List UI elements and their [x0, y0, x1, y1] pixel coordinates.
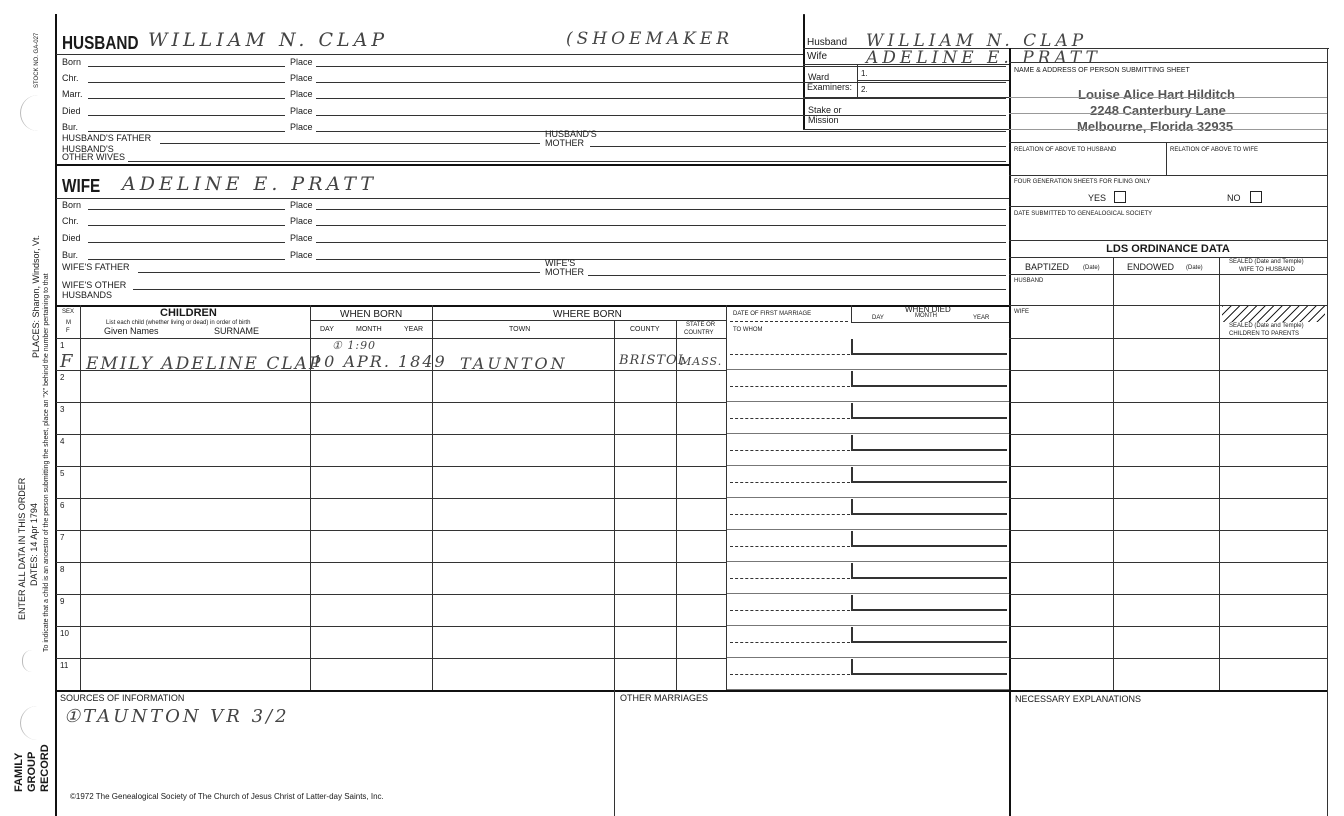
- town-label: TOWN: [509, 326, 531, 333]
- died-line[interactable]: [88, 242, 285, 243]
- chr-line[interactable]: [88, 225, 285, 226]
- no-label: NO: [1227, 193, 1241, 203]
- section-divider: [56, 690, 1327, 692]
- table-row: [1009, 530, 1327, 531]
- husband-name-right[interactable]: WILLIAM N. CLAP: [866, 31, 1088, 51]
- line: [1009, 62, 1327, 63]
- chr-label: Chr.: [62, 216, 79, 226]
- dates-note: DATES: 14 Apr 1794: [29, 503, 39, 586]
- table-row: [56, 562, 727, 563]
- baptized-label: BAPTIZED: [1025, 262, 1070, 272]
- table-row: [56, 530, 727, 531]
- father-line[interactable]: [138, 272, 540, 273]
- died-line[interactable]: [851, 609, 1007, 611]
- place-line[interactable]: [316, 131, 1006, 132]
- submitter-street[interactable]: 2248 Canterbury Lane: [1090, 103, 1226, 118]
- table-row: [56, 338, 727, 339]
- bur-line[interactable]: [88, 259, 285, 260]
- table-row: [1009, 338, 1327, 339]
- child-birth-date[interactable]: 10 APR. 1849: [312, 352, 447, 371]
- table-row: [727, 625, 1009, 626]
- place-label: Place: [290, 233, 313, 243]
- lds-husband-label: HUSBAND: [1014, 278, 1044, 284]
- husband-occupation[interactable]: (SHOEMAKER: [566, 29, 734, 49]
- died-label: Died: [62, 106, 81, 116]
- place-line[interactable]: [316, 115, 1006, 116]
- submitter-label: NAME & ADDRESS OF PERSON SUBMITTING SHEET: [1014, 67, 1190, 74]
- died-bracket: [851, 467, 853, 482]
- hatched-area: [1222, 306, 1325, 322]
- col-line: [676, 320, 677, 690]
- line: [1009, 97, 1327, 98]
- died-line[interactable]: [88, 115, 285, 116]
- line: [851, 322, 1009, 323]
- divider: [803, 14, 805, 130]
- first-marriage-label: DATE OF FIRST MARRIAGE: [733, 311, 812, 317]
- marriage-line[interactable]: [730, 482, 850, 483]
- table-row: [56, 658, 727, 659]
- month-label: MONTH: [356, 326, 382, 333]
- marr-label: Marr.: [62, 89, 83, 99]
- place-line[interactable]: [316, 225, 1006, 226]
- line: [1009, 274, 1327, 275]
- when-died-label: WHEN DIED: [905, 305, 951, 314]
- when-born-label: WHEN BORN: [340, 309, 403, 320]
- table-row: [56, 434, 727, 435]
- table-row: [727, 433, 1009, 434]
- other-husbands-line[interactable]: [133, 289, 1006, 290]
- marriage-line[interactable]: [730, 610, 850, 611]
- divider: [1009, 48, 1011, 816]
- table-row: [727, 561, 1009, 562]
- where-born-label: WHERE BORN: [553, 309, 622, 320]
- sex-f-label: F: [66, 328, 70, 334]
- sealed-wife-label: WIFE TO HUSBAND: [1239, 267, 1295, 273]
- sealed-children-label: CHILDREN TO PARENTS: [1229, 331, 1300, 337]
- line: [803, 97, 1009, 98]
- died-line[interactable]: [851, 641, 1007, 643]
- died-bracket: [851, 531, 853, 546]
- table-row: [56, 498, 727, 499]
- line: [1009, 206, 1327, 207]
- explanations-label: NECESSARY EXPLANATIONS: [1015, 694, 1142, 704]
- table-row: [727, 497, 1009, 498]
- place-line[interactable]: [316, 259, 1006, 260]
- born-line[interactable]: [88, 209, 285, 210]
- line: [803, 14, 805, 15]
- left-border: [55, 14, 57, 816]
- marriage-line[interactable]: [730, 514, 850, 515]
- wife-father-label: WIFE'S FATHER: [62, 262, 130, 272]
- col-line: [851, 305, 852, 323]
- line: [803, 129, 1009, 130]
- wife-name[interactable]: ADELINE E. PRATT: [122, 173, 377, 195]
- baptized-date-label: (Date): [1083, 265, 1100, 271]
- row-number: 11: [60, 661, 69, 670]
- line: [56, 54, 803, 55]
- place-label: Place: [290, 106, 313, 116]
- other-wives-label: HUSBAND'S: [62, 144, 114, 154]
- row-number: 10: [60, 629, 69, 638]
- sealed-children-label: SEALED (Date and Temple): [1229, 323, 1304, 329]
- endowed-date-label: (Date): [1186, 265, 1203, 271]
- line: [1009, 142, 1327, 143]
- died-line[interactable]: [851, 353, 1007, 355]
- table-row: [727, 465, 1009, 466]
- yes-checkbox[interactable]: [1114, 191, 1126, 203]
- died-bracket: [851, 499, 853, 514]
- relation-husband-label: RELATION OF ABOVE TO HUSBAND: [1014, 147, 1117, 153]
- row-number: 8: [60, 565, 65, 574]
- husband-mother-label: MOTHER: [545, 138, 584, 148]
- wife-label: Wife: [807, 51, 827, 62]
- place-label: Place: [290, 216, 313, 226]
- given-names-label: Given Names: [104, 326, 159, 336]
- row-number: 9: [60, 597, 65, 606]
- table-row: [56, 402, 727, 403]
- row-number: 3: [60, 405, 65, 414]
- table-row: [727, 369, 1009, 370]
- husband-name[interactable]: WILLIAM N. CLAP: [148, 29, 389, 51]
- place-line[interactable]: [316, 82, 1006, 83]
- copyright: ©1972 The Genealogical Society of The Church of Jesus Christ of Latter-day Saints, Inc.: [70, 792, 384, 801]
- husband-label: Husband: [807, 37, 848, 48]
- ward-label: Ward: [808, 72, 830, 82]
- chr-line[interactable]: [88, 82, 285, 83]
- yes-label: YES: [1088, 193, 1107, 203]
- place-label: Place: [290, 250, 313, 260]
- lds-wife-label: WIFE: [1014, 309, 1029, 315]
- died-line[interactable]: [851, 545, 1007, 547]
- line: [56, 198, 1009, 199]
- child-birth-town[interactable]: TAUNTON: [460, 354, 568, 373]
- died-bracket: [851, 371, 853, 386]
- line: [803, 64, 1009, 65]
- marr-line[interactable]: [88, 98, 285, 99]
- died-label: Died: [62, 233, 81, 243]
- died-line[interactable]: [851, 385, 1007, 387]
- marriage-line[interactable]: [730, 642, 850, 643]
- died-bracket: [851, 435, 853, 450]
- wife-mother-label: WIFE'S: [545, 258, 576, 268]
- sex-m-label: M: [66, 320, 71, 326]
- record-title: RECORD: [39, 744, 51, 792]
- died-day-label: DAY: [872, 315, 884, 321]
- bur-label: Bur.: [62, 122, 79, 132]
- ancestor-note: To indicate that a child is an ancestor of the person submitting the sheet, place an "X" behind the number pertaining to that: [43, 273, 50, 652]
- died-bracket: [851, 595, 853, 610]
- sex-label: SEX: [62, 309, 75, 315]
- born-label: Born: [62, 200, 82, 210]
- table-row: [56, 594, 727, 595]
- table-row: [1009, 594, 1327, 595]
- marriage-line[interactable]: [730, 354, 850, 355]
- husband-mother-label: HUSBAND'S: [545, 129, 597, 139]
- col-line: [614, 320, 615, 690]
- line: [1009, 129, 1327, 130]
- section-divider: [56, 164, 1009, 166]
- child-birth-county[interactable]: BRISTOL: [619, 353, 688, 368]
- record-title: GROUP: [26, 751, 38, 792]
- place-line[interactable]: [316, 242, 1006, 243]
- died-bracket: [851, 563, 853, 578]
- table-row: [1009, 562, 1327, 563]
- born-line[interactable]: [88, 66, 285, 67]
- husband-title: HUSBAND: [62, 33, 139, 53]
- surname-label: SURNAME: [214, 326, 260, 336]
- to-whom-label: TO WHOM: [733, 327, 763, 333]
- died-line[interactable]: [851, 481, 1007, 483]
- other-wives-line[interactable]: [128, 161, 1006, 162]
- place-line[interactable]: [316, 209, 1006, 210]
- places-note: PLACES: Sharon, Windsor, Vt.: [31, 234, 41, 358]
- wife-title: WIFE: [62, 176, 101, 196]
- submitter-city[interactable]: Melbourne, Florida 32935: [1077, 119, 1234, 134]
- table-row: [727, 401, 1009, 402]
- child-sex[interactable]: F: [60, 351, 74, 372]
- marriage-line[interactable]: [730, 674, 850, 675]
- child-birth-state[interactable]: MASS.: [680, 355, 723, 368]
- place-label: Place: [290, 200, 313, 210]
- row-number: 2: [60, 373, 65, 382]
- wife-name-right[interactable]: ADELINE E. PRATT: [866, 48, 1101, 68]
- place-label: Place: [290, 89, 313, 99]
- record-title: FAMILY: [13, 752, 25, 792]
- died-bracket: [851, 403, 853, 418]
- line: [1009, 113, 1327, 114]
- father-line[interactable]: [160, 143, 540, 144]
- place-label: Place: [290, 122, 313, 132]
- died-line[interactable]: [851, 577, 1007, 579]
- mother-line[interactable]: [590, 146, 1006, 147]
- died-month-label: MONTH: [915, 313, 937, 319]
- line: [310, 320, 726, 321]
- list-note: List each child (whether living or dead) in order of birth: [106, 320, 251, 326]
- died-line[interactable]: [851, 513, 1007, 515]
- table-row: [1009, 626, 1327, 627]
- marriage-line[interactable]: [730, 450, 850, 451]
- sealed-wife-label: SEALED (Date and Temple): [1229, 259, 1304, 265]
- table-row: [1009, 402, 1327, 403]
- endowed-label: ENDOWED: [1127, 262, 1174, 272]
- table-row: [727, 529, 1009, 530]
- table-row: [56, 466, 727, 467]
- chr-label: Chr.: [62, 73, 79, 83]
- sources-label: SOURCES OF INFORMATION: [60, 693, 185, 703]
- examiner-2: 2.: [861, 85, 868, 94]
- sources-text[interactable]: ①TAUNTON VR 3/2: [64, 706, 290, 727]
- row-number: 7: [60, 533, 65, 542]
- bur-label: Bur.: [62, 250, 79, 260]
- four-gen-label: FOUR GENERATION SHEETS FOR FILING ONLY: [1014, 179, 1151, 185]
- table-row: [56, 626, 727, 627]
- marriage-line[interactable]: [730, 546, 850, 547]
- mother-line[interactable]: [588, 275, 1006, 276]
- line: [1009, 240, 1327, 241]
- line: [1166, 142, 1167, 176]
- bur-line[interactable]: [88, 131, 285, 132]
- died-bracket: [851, 339, 853, 354]
- born-label: Born: [62, 57, 82, 67]
- state-label: COUNTRY: [684, 330, 714, 336]
- child-source-note[interactable]: ① 1:90: [332, 339, 377, 352]
- lds-title: LDS ORDINANCE DATA: [1106, 243, 1230, 255]
- died-bracket: [851, 627, 853, 642]
- county-label: COUNTY: [630, 326, 660, 333]
- table-row: [1009, 498, 1327, 499]
- relation-wife-label: RELATION OF ABOVE TO WIFE: [1170, 147, 1259, 153]
- line: [730, 321, 848, 322]
- children-title: CHILDREN: [160, 307, 217, 319]
- line: [1009, 257, 1327, 258]
- table-row: [727, 593, 1009, 594]
- stake-label: Mission: [808, 115, 839, 125]
- died-bracket: [851, 659, 853, 674]
- submitter-name[interactable]: Louise Alice Hart Hilditch: [1078, 87, 1235, 102]
- other-wives-label: OTHER WIVES: [62, 152, 126, 162]
- line: [1009, 175, 1327, 176]
- table-row: [1009, 434, 1327, 435]
- table-row: [727, 657, 1009, 658]
- enter-all-note: ENTER ALL DATA IN THIS ORDER: [17, 477, 27, 620]
- line: [857, 80, 1009, 81]
- other-husbands-label: HUSBANDS: [62, 290, 113, 300]
- stock-number: STOCK NO. GA-027: [34, 32, 40, 88]
- punch-hole: [22, 650, 37, 672]
- husband-father-label: HUSBAND'S FATHER: [62, 133, 152, 143]
- state-label: STATE OR: [686, 322, 716, 328]
- other-husbands-label: WIFE'S OTHER: [62, 280, 127, 290]
- punch-hole: [20, 95, 43, 131]
- table-row: [1009, 658, 1327, 659]
- marriage-line[interactable]: [730, 418, 850, 419]
- place-label: Place: [290, 57, 313, 67]
- row-number: 5: [60, 469, 65, 478]
- row-number: 6: [60, 501, 65, 510]
- child-name[interactable]: EMILY ADELINE CLAP: [86, 354, 323, 374]
- place-label: Place: [290, 73, 313, 83]
- stake-label: Stake or: [808, 105, 842, 115]
- col-line: [614, 690, 615, 816]
- examiner-1: 1.: [861, 69, 868, 78]
- year-label: YEAR: [404, 326, 424, 333]
- place-line[interactable]: [316, 98, 1006, 99]
- punch-hole: [20, 706, 43, 740]
- other-marriages-label: OTHER MARRIAGES: [620, 693, 709, 703]
- table-row: [1009, 466, 1327, 467]
- date-submitted-label: DATE SUBMITTED TO GENEALOGICAL SOCIETY: [1014, 211, 1153, 217]
- died-line[interactable]: [851, 449, 1007, 451]
- died-line[interactable]: [851, 417, 1007, 419]
- examiners-label: Examiners:: [807, 82, 853, 92]
- no-checkbox[interactable]: [1250, 191, 1262, 203]
- right-border: [1327, 48, 1328, 816]
- day-label: DAY: [320, 326, 334, 333]
- row-number: 1: [60, 341, 65, 350]
- marriage-line[interactable]: [730, 386, 850, 387]
- died-year-label: YEAR: [973, 315, 990, 321]
- table-row: [1009, 370, 1327, 371]
- wife-mother-label: MOTHER: [545, 267, 584, 277]
- row-number: 4: [60, 437, 65, 446]
- died-line[interactable]: [851, 673, 1007, 675]
- marriage-line[interactable]: [730, 578, 850, 579]
